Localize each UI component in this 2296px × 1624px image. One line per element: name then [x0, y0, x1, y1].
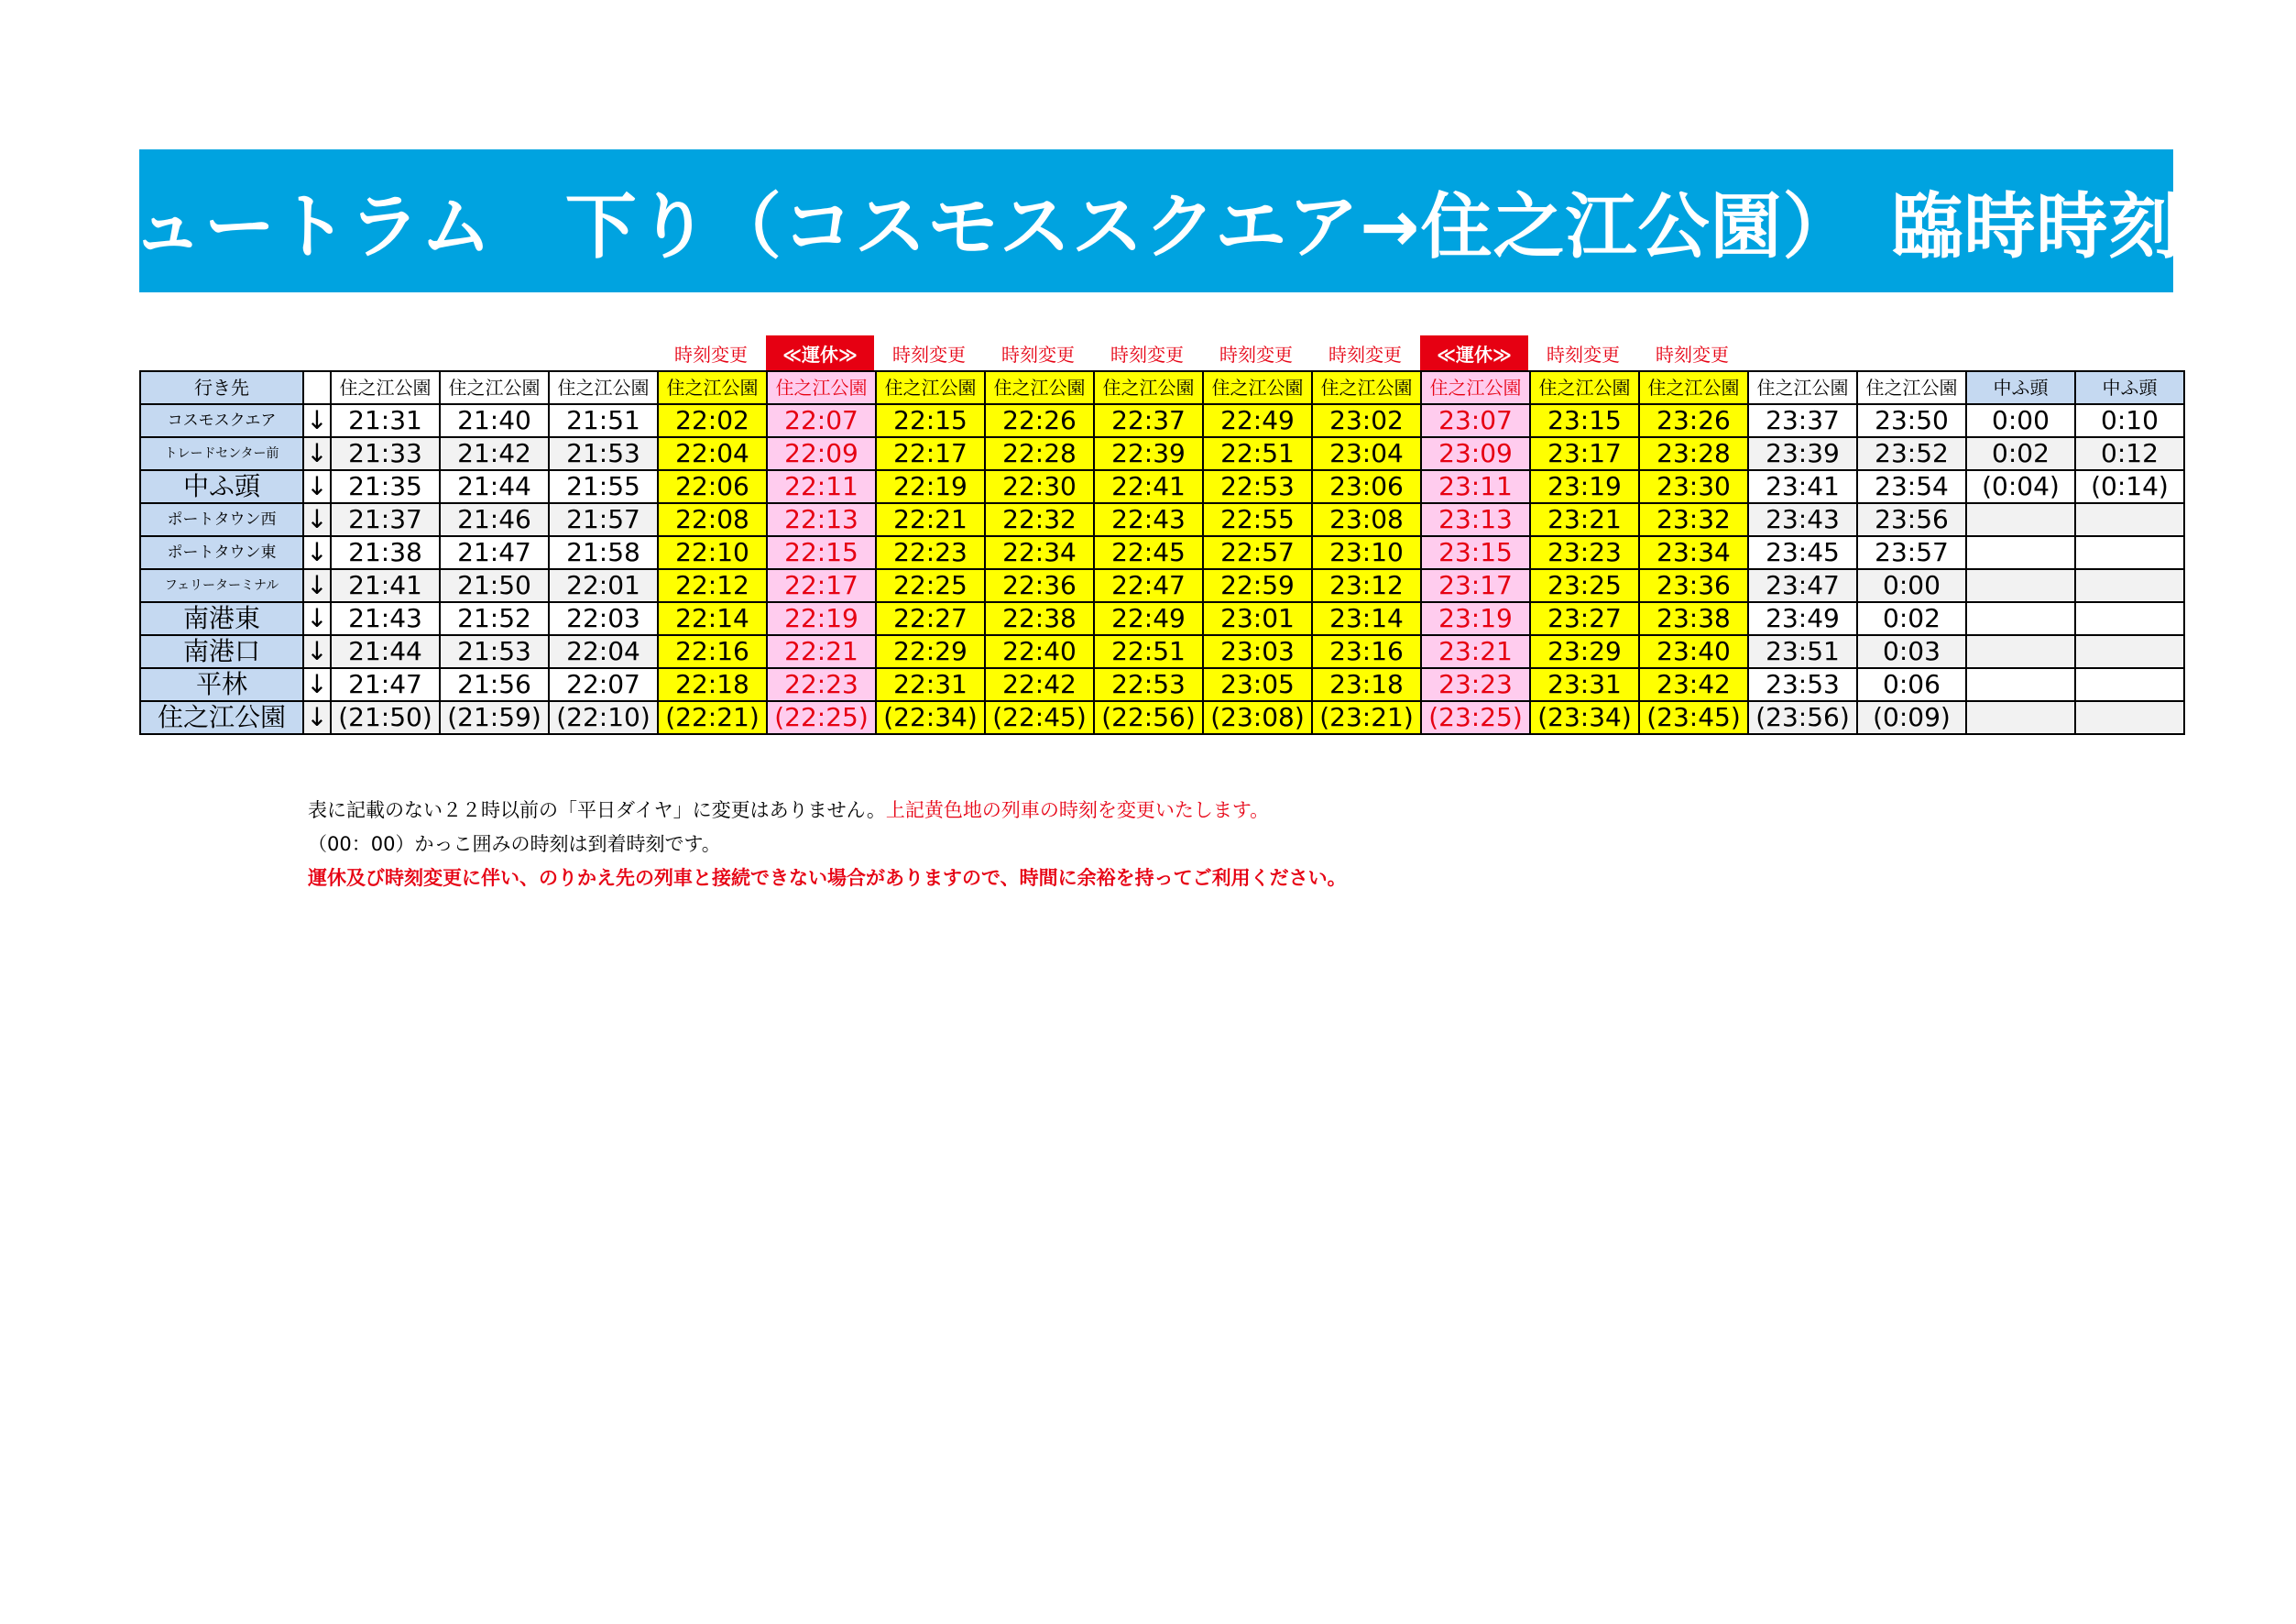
- time-cell: 22:15: [876, 404, 985, 437]
- time-cell: 22:47: [1094, 569, 1203, 602]
- station-name: 南港東: [140, 602, 303, 635]
- time-cell: 23:37: [1748, 404, 1857, 437]
- time-cell: 22:10: [658, 536, 767, 569]
- table-row: [140, 536, 2184, 569]
- time-cell: 22:49: [1094, 602, 1203, 635]
- time-cell: (23:34): [1530, 701, 1639, 734]
- time-cell: (21:50): [331, 701, 440, 734]
- time-cell: 23:51: [1748, 635, 1857, 668]
- down-arrow-icon: ↓: [303, 635, 331, 668]
- station-name: ポートタウン東: [140, 536, 303, 569]
- time-cell: 23:16: [1312, 635, 1421, 668]
- station-name: 中ふ頭: [140, 470, 303, 503]
- time-cell: 23:30: [1639, 470, 1748, 503]
- time-cell: (22:34): [876, 701, 985, 734]
- table-row: [140, 404, 2184, 437]
- destination-cell: 住之江公園: [1857, 371, 1966, 404]
- time-cell: 22:36: [985, 569, 1094, 602]
- time-cell: 23:19: [1530, 470, 1639, 503]
- time-cell: (23:25): [1421, 701, 1530, 734]
- time-cell: 22:09: [767, 437, 876, 470]
- down-arrow-icon: ↓: [303, 503, 331, 536]
- destination-cell: 住之江公園: [331, 371, 440, 404]
- time-cell: 21:55: [549, 470, 658, 503]
- time-cell: 23:09: [1421, 437, 1530, 470]
- time-cell: 21:44: [331, 635, 440, 668]
- destination-cell: 住之江公園: [1421, 371, 1530, 404]
- down-arrow-icon: ↓: [303, 668, 331, 701]
- time-cell: 21:47: [440, 536, 549, 569]
- time-cell: 21:33: [331, 437, 440, 470]
- time-cell: 21:50: [440, 569, 549, 602]
- note-line-1: [308, 794, 1347, 828]
- time-cell: 23:04: [1312, 437, 1421, 470]
- down-arrow-icon: ↓: [303, 701, 331, 734]
- time-cell: [2075, 536, 2184, 569]
- time-cell: 23:28: [1639, 437, 1748, 470]
- down-arrow-icon: ↓: [303, 569, 331, 602]
- station-name: 南港口: [140, 635, 303, 668]
- time-cell: 22:17: [876, 437, 985, 470]
- time-change-tag: 時刻変更: [1110, 343, 1184, 366]
- time-cell: 23:34: [1639, 536, 1748, 569]
- destination-cell: 住之江公園: [1312, 371, 1421, 404]
- time-cell: 23:56: [1857, 503, 1966, 536]
- time-cell: 22:29: [876, 635, 985, 668]
- time-cell: (23:21): [1312, 701, 1421, 734]
- time-cell: 22:11: [767, 470, 876, 503]
- time-cell: 22:59: [1203, 569, 1312, 602]
- time-cell: 23:23: [1530, 536, 1639, 569]
- time-cell: (23:45): [1639, 701, 1748, 734]
- page-title: ニュートラム 下り（コスモススクエア→住之江公園） 臨時時刻表: [59, 186, 2254, 269]
- time-cell: 23:32: [1639, 503, 1748, 536]
- time-cell: 23:01: [1203, 602, 1312, 635]
- time-cell: [1966, 536, 2075, 569]
- time-cell: 23:40: [1639, 635, 1748, 668]
- time-cell: (23:08): [1203, 701, 1312, 734]
- time-cell: [2075, 503, 2184, 536]
- destination-cell: 住之江公園: [440, 371, 549, 404]
- time-change-tag: 時刻変更: [1547, 343, 1620, 366]
- time-cell: 0:00: [1966, 404, 2075, 437]
- time-cell: 23:21: [1421, 635, 1530, 668]
- destination-cell: 住之江公園: [1203, 371, 1312, 404]
- destination-cell: 住之江公園: [985, 371, 1094, 404]
- time-cell: 21:53: [440, 635, 549, 668]
- time-cell: 21:58: [549, 536, 658, 569]
- time-cell: (23:56): [1748, 701, 1857, 734]
- time-change-tag: 時刻変更: [1328, 343, 1402, 366]
- time-cell: 21:46: [440, 503, 549, 536]
- time-cell: 23:29: [1530, 635, 1639, 668]
- table-row: [140, 668, 2184, 701]
- table-row: [140, 569, 2184, 602]
- note-line-2: （00：00）かっこ囲みの時刻は到着時刻です。: [308, 833, 721, 855]
- time-cell: 23:43: [1748, 503, 1857, 536]
- header-spacer: [303, 371, 331, 404]
- table-row: [140, 701, 2184, 734]
- time-cell: 22:55: [1203, 503, 1312, 536]
- time-cell: 22:04: [549, 635, 658, 668]
- time-cell: 23:50: [1857, 404, 1966, 437]
- time-cell: 22:51: [1094, 635, 1203, 668]
- time-cell: 23:17: [1530, 437, 1639, 470]
- time-change-tag: 時刻変更: [674, 343, 748, 366]
- table-row: [140, 635, 2184, 668]
- table-row: [140, 602, 2184, 635]
- time-cell: 23:08: [1312, 503, 1421, 536]
- time-cell: 22:34: [985, 536, 1094, 569]
- time-cell: (22:10): [549, 701, 658, 734]
- time-cell: 22:49: [1203, 404, 1312, 437]
- time-cell: (22:56): [1094, 701, 1203, 734]
- time-cell: 21:40: [440, 404, 549, 437]
- station-name: トレードセンター前: [140, 437, 303, 470]
- time-cell: (0:14): [2075, 470, 2184, 503]
- time-cell: 23:52: [1857, 437, 1966, 470]
- time-cell: 23:23: [1421, 668, 1530, 701]
- time-cell: 22:28: [985, 437, 1094, 470]
- time-cell: 23:12: [1312, 569, 1421, 602]
- time-cell: 22:27: [876, 602, 985, 635]
- title-banner: [59, 149, 2254, 292]
- time-cell: 21:43: [331, 602, 440, 635]
- time-cell: 22:37: [1094, 404, 1203, 437]
- time-cell: 22:03: [549, 602, 658, 635]
- time-cell: [1966, 635, 2075, 668]
- time-cell: 22:32: [985, 503, 1094, 536]
- time-cell: [2075, 701, 2184, 734]
- destination-cell: 中ふ頭: [1966, 371, 2075, 404]
- time-cell: 23:07: [1421, 404, 1530, 437]
- time-cell: 0:02: [1857, 602, 1966, 635]
- time-cell: 22:40: [985, 635, 1094, 668]
- time-cell: 22:12: [658, 569, 767, 602]
- time-cell: 21:38: [331, 536, 440, 569]
- station-name: 住之江公園: [140, 701, 303, 734]
- time-cell: 22:41: [1094, 470, 1203, 503]
- time-cell: 21:57: [549, 503, 658, 536]
- time-cell: (22:25): [767, 701, 876, 734]
- time-cell: 21:47: [331, 668, 440, 701]
- destination-cell: 住之江公園: [1094, 371, 1203, 404]
- time-cell: (0:04): [1966, 470, 2075, 503]
- time-cell: 23:03: [1203, 635, 1312, 668]
- station-name: フェリーターミナル: [140, 569, 303, 602]
- time-cell: 21:51: [549, 404, 658, 437]
- destination-cell: 中ふ頭: [2075, 371, 2184, 404]
- time-cell: 23:54: [1857, 470, 1966, 503]
- destination-cell: 住之江公園: [767, 371, 876, 404]
- destination-cell: 住之江公園: [1530, 371, 1639, 404]
- destination-cell: 住之江公園: [1639, 371, 1748, 404]
- timetable: [139, 370, 2185, 735]
- time-cell: 23:11: [1421, 470, 1530, 503]
- destination-cell: 住之江公園: [876, 371, 985, 404]
- time-cell: 22:06: [658, 470, 767, 503]
- time-cell: 22:21: [767, 635, 876, 668]
- time-cell: 22:16: [658, 635, 767, 668]
- time-cell: 23:27: [1530, 602, 1639, 635]
- time-cell: 23:02: [1312, 404, 1421, 437]
- time-cell: 0:03: [1857, 635, 1966, 668]
- time-cell: 21:56: [440, 668, 549, 701]
- time-cell: 22:17: [767, 569, 876, 602]
- time-cell: 23:41: [1748, 470, 1857, 503]
- time-cell: 23:18: [1312, 668, 1421, 701]
- time-cell: 23:10: [1312, 536, 1421, 569]
- time-cell: 22:30: [985, 470, 1094, 503]
- table-row: [140, 437, 2184, 470]
- time-cell: 23:38: [1639, 602, 1748, 635]
- time-cell: 23:05: [1203, 668, 1312, 701]
- time-cell: 23:57: [1857, 536, 1966, 569]
- time-change-tag: 時刻変更: [1001, 343, 1075, 366]
- time-cell: (0:09): [1857, 701, 1966, 734]
- time-cell: 23:45: [1748, 536, 1857, 569]
- time-cell: 22:31: [876, 668, 985, 701]
- time-cell: 23:17: [1421, 569, 1530, 602]
- time-cell: (22:21): [658, 701, 767, 734]
- down-arrow-icon: ↓: [303, 536, 331, 569]
- suspended-tag: ≪運休≫: [1420, 335, 1528, 370]
- time-cell: 0:00: [1857, 569, 1966, 602]
- note-line-3: 運休及び時刻変更に伴い、のりかえ先の列車と接続できない場合がありますので、時間に余裕を持ってご利用ください。: [308, 867, 1347, 889]
- time-cell: 22:07: [767, 404, 876, 437]
- time-cell: 23:25: [1530, 569, 1639, 602]
- destination-header: 行き先: [140, 371, 303, 404]
- suspended-tag: ≪運休≫: [766, 335, 874, 370]
- time-cell: 23:15: [1421, 536, 1530, 569]
- time-cell: [1966, 569, 2075, 602]
- time-cell: 22:53: [1094, 668, 1203, 701]
- time-cell: 23:13: [1421, 503, 1530, 536]
- time-cell: (21:59): [440, 701, 549, 734]
- header-row: [140, 371, 2184, 404]
- time-cell: [1966, 602, 2075, 635]
- time-cell: 22:38: [985, 602, 1094, 635]
- time-cell: 22:57: [1203, 536, 1312, 569]
- time-cell: 22:15: [767, 536, 876, 569]
- time-cell: 0:02: [1966, 437, 2075, 470]
- column-tags: [0, 335, 2296, 370]
- time-cell: 22:53: [1203, 470, 1312, 503]
- down-arrow-icon: ↓: [303, 404, 331, 437]
- time-cell: 22:04: [658, 437, 767, 470]
- station-name: 平林: [140, 668, 303, 701]
- time-cell: 0:06: [1857, 668, 1966, 701]
- time-cell: 23:47: [1748, 569, 1857, 602]
- time-cell: 23:36: [1639, 569, 1748, 602]
- time-change-tag: 時刻変更: [1219, 343, 1293, 366]
- time-cell: 23:53: [1748, 668, 1857, 701]
- destination-cell: 住之江公園: [1748, 371, 1857, 404]
- destination-cell: 住之江公園: [549, 371, 658, 404]
- down-arrow-icon: ↓: [303, 470, 331, 503]
- time-cell: 23:15: [1530, 404, 1639, 437]
- time-cell: 23:42: [1639, 668, 1748, 701]
- destination-cell: 住之江公園: [658, 371, 767, 404]
- time-cell: [1966, 503, 2075, 536]
- time-cell: 23:19: [1421, 602, 1530, 635]
- time-cell: 22:07: [549, 668, 658, 701]
- time-cell: 0:10: [2075, 404, 2184, 437]
- time-cell: 22:14: [658, 602, 767, 635]
- time-cell: 22:51: [1203, 437, 1312, 470]
- time-cell: 21:41: [331, 569, 440, 602]
- time-cell: 22:19: [876, 470, 985, 503]
- time-cell: 0:12: [2075, 437, 2184, 470]
- time-change-tag: 時刻変更: [1656, 343, 1729, 366]
- time-cell: 22:18: [658, 668, 767, 701]
- table-row: [140, 503, 2184, 536]
- time-cell: 23:39: [1748, 437, 1857, 470]
- time-cell: 23:14: [1312, 602, 1421, 635]
- station-name: コスモスクエア: [140, 404, 303, 437]
- table-row: [140, 470, 2184, 503]
- time-cell: 23:49: [1748, 602, 1857, 635]
- time-cell: 21:35: [331, 470, 440, 503]
- time-cell: 22:01: [549, 569, 658, 602]
- time-cell: 22:26: [985, 404, 1094, 437]
- notes: [308, 794, 1347, 895]
- time-cell: 22:08: [658, 503, 767, 536]
- time-cell: [1966, 668, 2075, 701]
- down-arrow-icon: ↓: [303, 437, 331, 470]
- time-cell: [2075, 635, 2184, 668]
- time-change-tag: 時刻変更: [892, 343, 966, 366]
- down-arrow-icon: ↓: [303, 602, 331, 635]
- time-cell: 22:43: [1094, 503, 1203, 536]
- time-cell: 23:31: [1530, 668, 1639, 701]
- time-cell: 21:53: [549, 437, 658, 470]
- time-cell: 22:23: [876, 536, 985, 569]
- time-cell: 23:06: [1312, 470, 1421, 503]
- time-cell: 21:52: [440, 602, 549, 635]
- station-name: ポートタウン西: [140, 503, 303, 536]
- time-cell: (22:45): [985, 701, 1094, 734]
- time-cell: 22:39: [1094, 437, 1203, 470]
- time-cell: 22:21: [876, 503, 985, 536]
- time-cell: 22:02: [658, 404, 767, 437]
- time-cell: 21:31: [331, 404, 440, 437]
- time-cell: 23:26: [1639, 404, 1748, 437]
- note-line-1-highlight: 上記黄色地の列車の時刻を変更いたします。: [885, 799, 1270, 821]
- time-cell: 21:42: [440, 437, 549, 470]
- time-cell: [2075, 602, 2184, 635]
- time-cell: 22:13: [767, 503, 876, 536]
- note-line-1-text: 表に記載のない２２時以前の「平日ダイヤ」に変更はありません。: [308, 799, 886, 821]
- time-cell: [2075, 668, 2184, 701]
- time-cell: 23:21: [1530, 503, 1639, 536]
- time-cell: [2075, 569, 2184, 602]
- time-cell: 21:37: [331, 503, 440, 536]
- time-cell: 22:19: [767, 602, 876, 635]
- time-cell: 21:44: [440, 470, 549, 503]
- time-cell: 22:25: [876, 569, 985, 602]
- time-cell: 22:42: [985, 668, 1094, 701]
- time-cell: 22:45: [1094, 536, 1203, 569]
- time-cell: 22:23: [767, 668, 876, 701]
- time-cell: [1966, 701, 2075, 734]
